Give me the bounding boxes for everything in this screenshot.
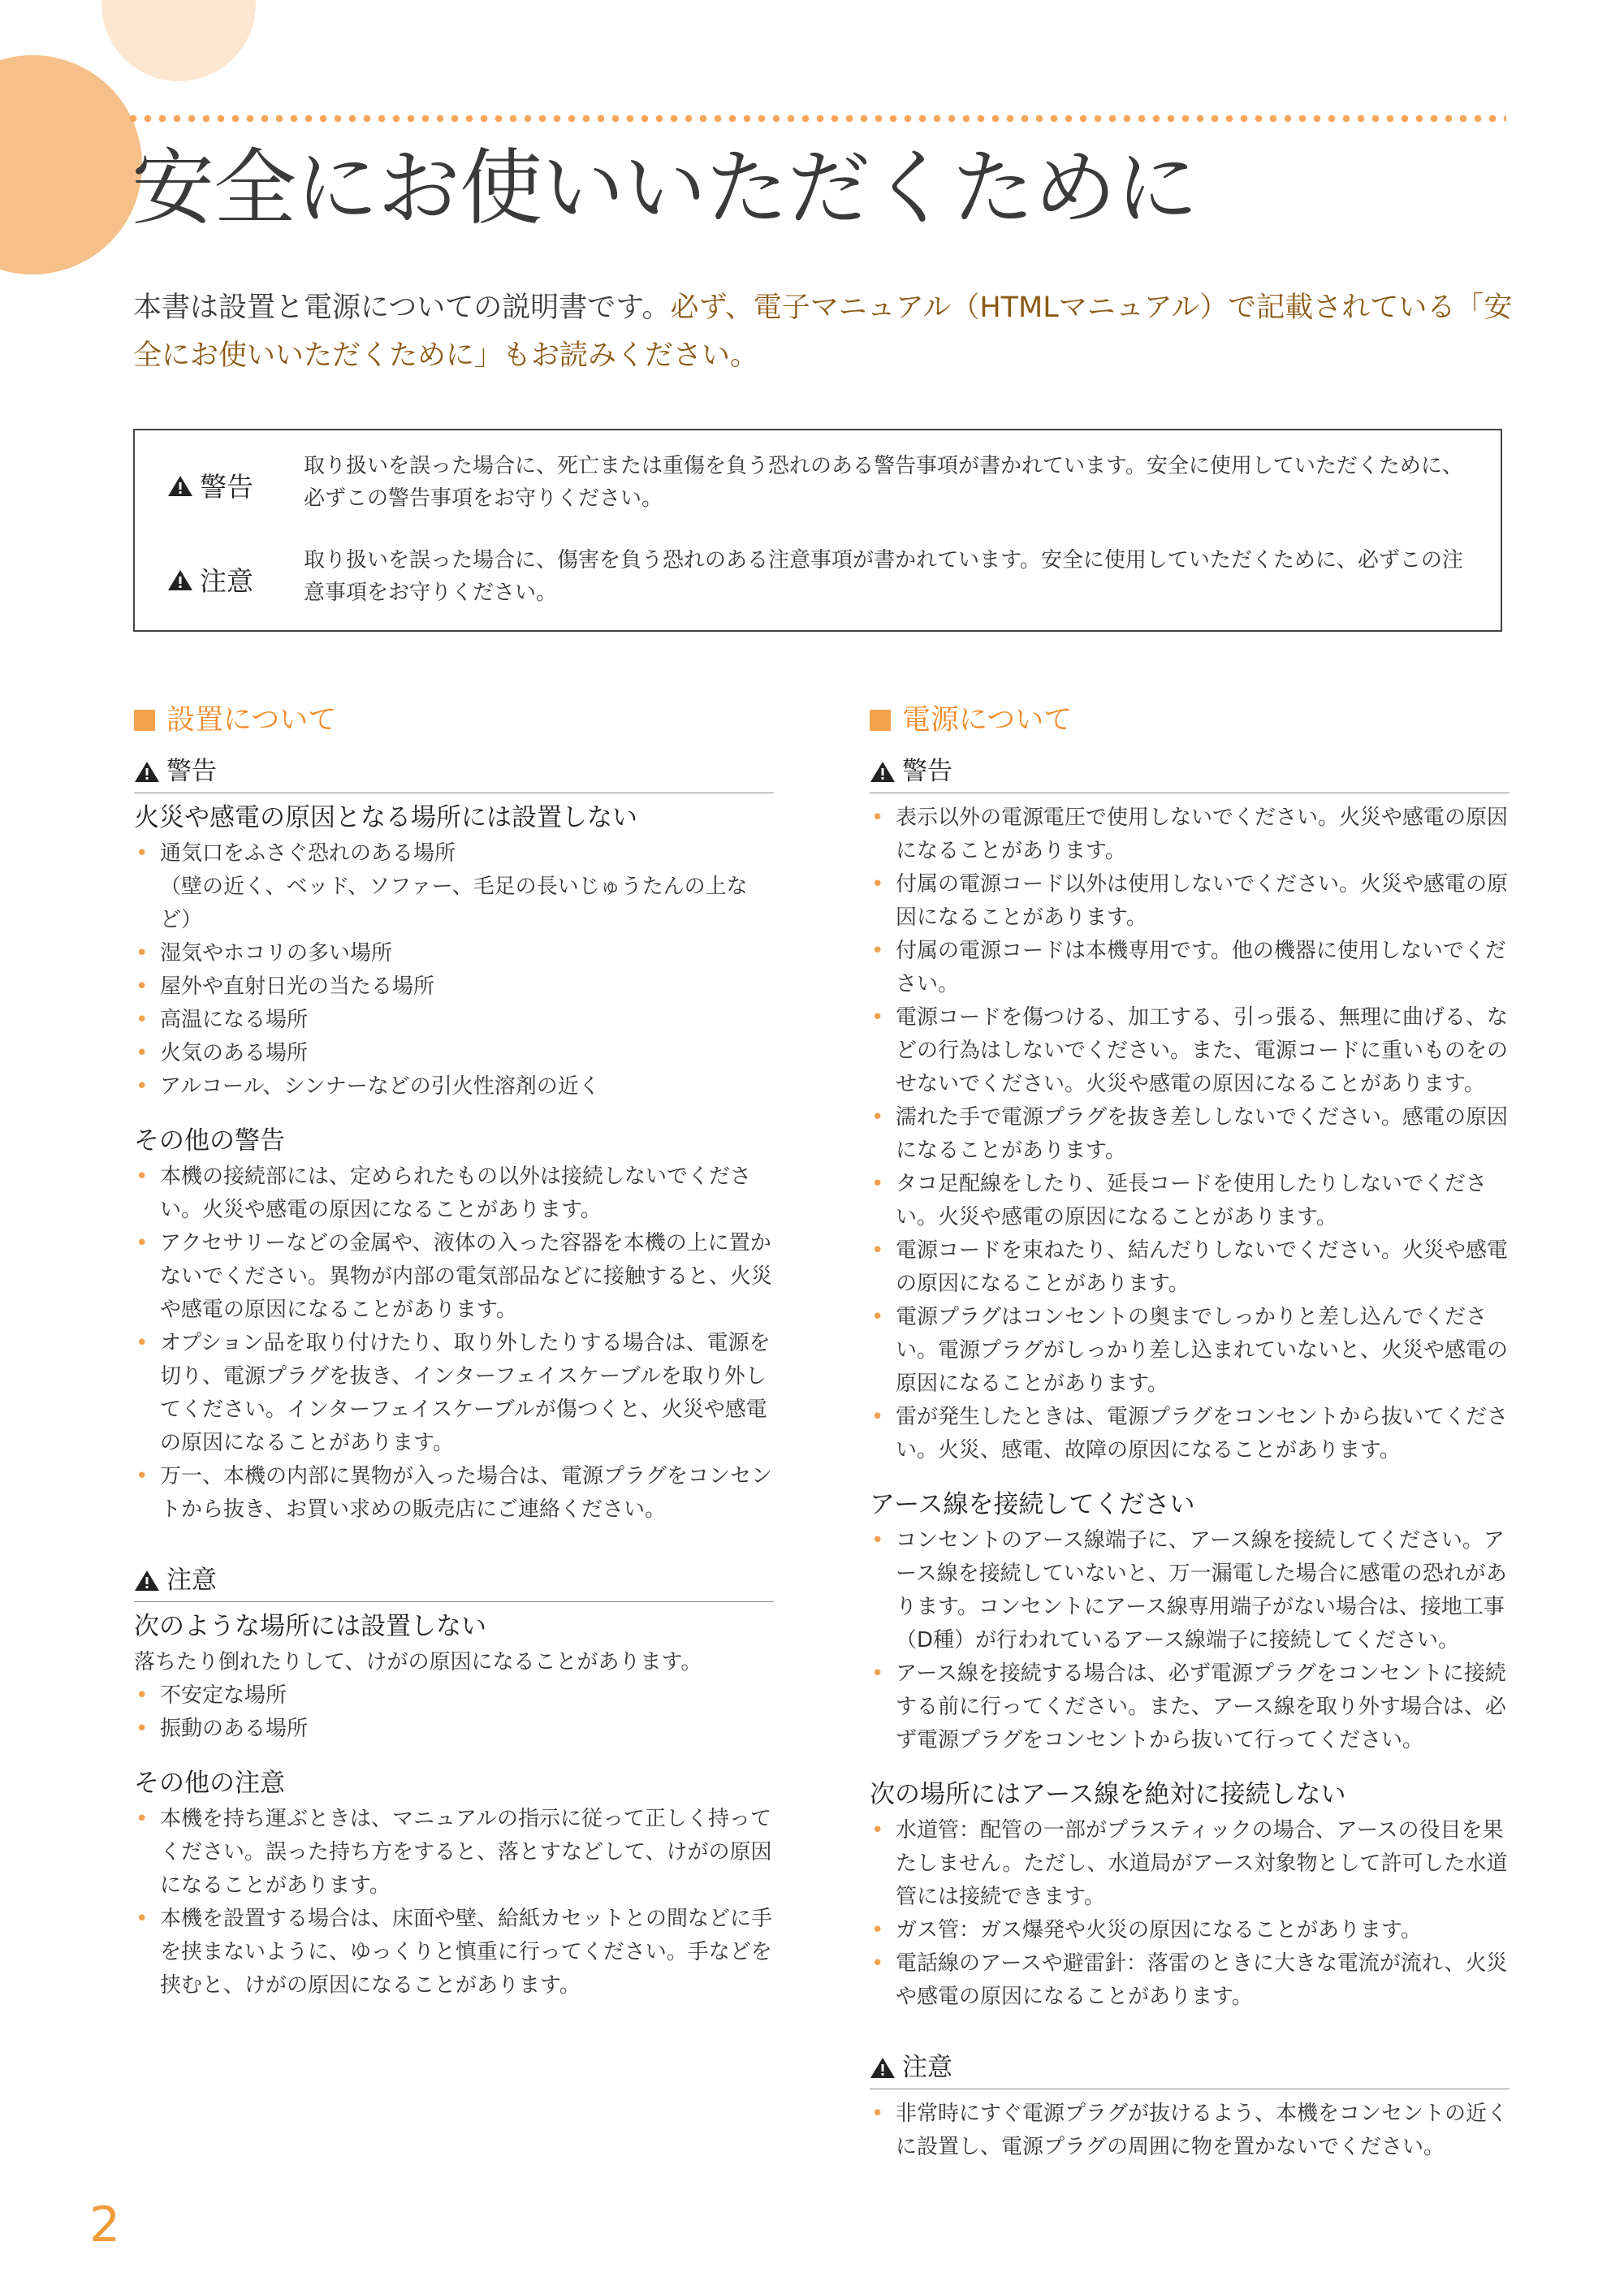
intro-text [133, 284, 1530, 380]
list-item: • 付属の電源コード以外は使用しないでください。火災や感電の原因になることがあります。 [870, 868, 1510, 935]
section-title-power: 電源について [870, 700, 1510, 741]
warning-icon [134, 760, 160, 783]
list-item: • 火気のある場所 [134, 1037, 774, 1070]
list-item: • 万一、本機の内部に異物が入った場合は、電源プラグをコンセントから抜き、お買い求めの販売店にご連絡ください。 [134, 1460, 774, 1527]
list-item: • 屋外や直射日光の当たる場所 [134, 970, 774, 1004]
list-no-earth [870, 1814, 1510, 2014]
legend-caution-desc: 取り扱いを誤った場合に、傷害を負う恐れのある注意事項が書かれています。安全に使用していただくために、必ずこの注意事項をお守りください。 [304, 548, 1463, 605]
square-bullet-icon [134, 710, 155, 731]
list-item: • 雷が発生したときは、電源プラグをコンセントから抜いてください。火災、感電、故障の原因になることがあります。 [870, 1401, 1510, 1467]
page-title: 安全にお使いいただくために [132, 140, 1198, 237]
list-item: • 電源コードを傷つける、加工する、引っ張る、無理に曲げる、などの行為はしないでください。また、電源コードに重いものをのせないでください。火災や感電の原因になることがあります。 [870, 1001, 1510, 1101]
list-item: • 高温になる場所 [134, 1004, 774, 1037]
list-item: • 水道管：配管の一部がプラスティックの場合、アースの役目を果たしません。ただし、水道局がアース対象物として許可した水道管には接続できます。 [870, 1814, 1510, 1914]
list-item: • 本機の接続部には、定められたもの以外は接続しないでください。火災や感電の原因になることがあります。 [134, 1160, 774, 1227]
legend-box [133, 429, 1502, 632]
unsafe-places-text: 落ちたり倒れたりして、けがの原因になることがあります。 [134, 1650, 702, 1674]
legend-warning-desc: 取り扱いを誤った場合に、死亡または重傷を負う恐れのある警告事項が書かれています。安全に使用していただくために、必ずこの警告事項をお守りください。 [304, 454, 1463, 511]
legend-warning-label: 警告 [167, 466, 253, 504]
list-item: • アルコール、シンナーなどの引火性溶剤の近く [134, 1070, 774, 1104]
caution-icon [870, 2056, 896, 2079]
square-bullet-icon [870, 710, 891, 731]
warning-icon [167, 474, 193, 497]
list-item: • オプション品を取り付けたり、取り外したりする場合は、電源を切り、電源プラグを抜き、インターフェイスケーブルを取り外してください。インターフェイスケーブルが傷つくと、火災や感電の原因になることがあります。 [134, 1327, 774, 1460]
subheading-unsafe-places: 次のような場所には設置しない [134, 1612, 486, 1641]
list-item: • コンセントのアース線端子に、アース線を接続してください。アース線を接続していないと、万一漏電した場合に感電の恐れがあります。コンセントにアース線専用端子がない場合は、接地工事（D種）が行われているアース線端子に接続してください。 [870, 1524, 1510, 1657]
caution-icon [167, 568, 193, 591]
list-earth [870, 1524, 1510, 1757]
left-warning-heading: 警告 [134, 755, 774, 793]
subheading-other-warnings: その他の警告 [134, 1126, 285, 1156]
list-item: • 本機を持ち運ぶときは、マニュアルの指示に従って正しく持ってください。誤った持ち方をすると、落とすなどして、けがの原因になることがあります。 [134, 1803, 774, 1903]
list-item: • 表示以外の電源電圧で使用しないでください。火災や感電の原因になることがあります。 [870, 801, 1510, 868]
list-item: • 付属の電源コードは本機専用です。他の機器に使用しないでください。 [870, 935, 1510, 1001]
left-caution-heading: 注意 [134, 1564, 774, 1602]
left-column [134, 700, 774, 2002]
list-item: • 湿気やホコリの多い場所 [134, 937, 774, 970]
caution-icon [134, 1569, 160, 1592]
section-title-installation: 設置について [134, 700, 774, 741]
list-fire-places [134, 837, 774, 1104]
list-item: • 電話線のアースや避雷針：落雷のときに大きな電流が流れ、火災や感電の原因になることがあります。 [870, 1947, 1510, 2014]
list-item: • 不安定な場所 [134, 1679, 774, 1713]
list-item: • タコ足配線をしたり、延長コードを使用したりしないでください。火災や感電の原因になることがあります。 [870, 1168, 1510, 1234]
list-unsafe-places [134, 1679, 774, 1746]
list-item: • ガス管：ガス爆発や火災の原因になることがあります。 [870, 1914, 1510, 1947]
intro-highlight: 必ず、電子マニュアル（HTMLマニュアル）で記載されている「安全にお使いいただくために」もお読みください。 [133, 292, 1513, 372]
subheading-other-cautions: その他の注意 [134, 1769, 285, 1798]
list-other-cautions [134, 1803, 774, 2002]
legend-caution-label: 注意 [167, 560, 253, 598]
subheading-fire-places: 火災や感電の原因となる場所には設置しない [134, 803, 637, 832]
list-item: • 振動のある場所 [134, 1713, 774, 1746]
list-item: • 通気口をふさぐ恐れのある場所 （壁の近く、ベッド、ソファー、毛足の長いじゅうたんの上など） [134, 837, 774, 937]
right-caution-heading: 注意 [870, 2051, 1510, 2089]
subheading-no-earth: 次の場所にはアース線を絶対に接続しない [870, 1780, 1346, 1809]
page-number: 2 [89, 2197, 121, 2253]
right-warning-heading: 警告 [870, 755, 1510, 793]
intro-plain: 本書は設置と電源についての説明書です。 [133, 292, 671, 324]
list-item: • 本機を設置する場合は、床面や壁、給紙カセットとの間などに手を挟まないように、ゆっくりと慎重に行ってください。手などを挟むと、けがの原因になることがあります。 [134, 1903, 774, 2002]
right-column [870, 700, 1510, 2164]
list-item: • 電源プラグはコンセントの奥までしっかりと差し込んでください。電源プラグがしっかり差し込まれていないと、火災や感電の原因になることがあります。 [870, 1301, 1510, 1401]
list-item: • 電源コードを束ねたり、結んだりしないでください。火災や感電の原因になることがあります。 [870, 1234, 1510, 1301]
list-item: • 濡れた手で電源プラグを抜き差ししないでください。感電の原因になることがあります。 [870, 1101, 1510, 1168]
list-power-warnings [870, 801, 1510, 1467]
list-item: • アース線を接続する場合は、必ず電源プラグをコンセントに接続する前に行ってください。また、アース線を取り外す場合は、必ず電源プラグをコンセントから抜いて行ってください。 [870, 1657, 1510, 1757]
dotted-rule [126, 114, 1506, 123]
subheading-connect-earth: アース線を接続してください [870, 1490, 1195, 1519]
list-item: • 非常時にすぐ電源プラグが抜けるよう、本機をコンセントの近くに設置し、電源プラグの周囲に物を置かないでください。 [870, 2097, 1510, 2164]
warning-icon [870, 760, 896, 783]
decor-circle-light [102, 0, 256, 81]
list-power-cautions [870, 2097, 1510, 2164]
list-item: • アクセサリーなどの金属や、液体の入った容器を本機の上に置かないでください。異物が内部の電気部品などに接触すると、火災や感電の原因になることがあります。 [134, 1227, 774, 1327]
decor-circle-orange [0, 55, 142, 274]
list-other-warnings [134, 1160, 774, 1527]
